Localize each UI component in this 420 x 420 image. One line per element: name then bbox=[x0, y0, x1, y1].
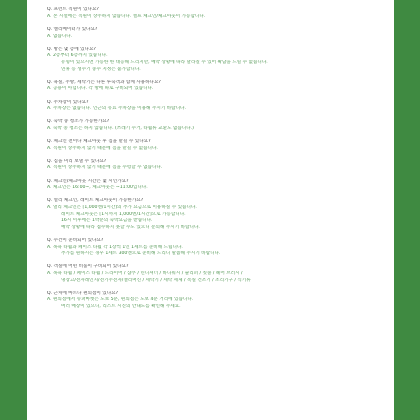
page-frame bbox=[27, 0, 394, 420]
faq-question: Q. 엘리베이터가 있나요? bbox=[47, 26, 98, 32]
faq-question: Q. 프런트 직원이 있나요? bbox=[47, 7, 99, 13]
faq-answer-detail: 유형이 있으시면 가능한 한 대응해 드리지만, 예약 상황에 따라 달라질 수 있어 확답을 드릴 수 없습니다. bbox=[61, 59, 268, 65]
faq-question: Q. 숙박 중 청소가 가능한가요? bbox=[47, 119, 110, 125]
faq-answer: A. 편의점에서 슈퍼마켓은 도보 5분, 편의점은 도보 4분 거리에 있습니다. bbox=[47, 297, 194, 303]
faq-spacer bbox=[47, 1, 387, 8]
faq-spacer bbox=[47, 284, 387, 291]
faq-answer-detail: 레이트 체크아웃은 [1시까지 1,000엔/1시간]으로 가능합니다. bbox=[61, 211, 186, 217]
faq-answer-detail: 연휴 등 성수기 중수 지정은 불가합니다. bbox=[61, 66, 141, 72]
faq-question: Q. 방은 몇 층에 있나요? bbox=[47, 46, 96, 52]
faq-answer: A. 목욕 타월 / 페이스 타월 / 드라이어 / 샴푸 / 린디셔너 / 바디워시 / 슬리퍼 / 칫솔 / 헤어 브러시 / bbox=[47, 270, 243, 276]
faq-answer: A. 2층부터 6층까지 있습니다. bbox=[47, 53, 108, 59]
faq-answer: A. 공용이 아닙니다. 각 방에 따로 구비되어 있습니다. bbox=[47, 86, 154, 92]
faq-question: Q. 짐을 미리 보낼 수 있나요? bbox=[47, 158, 107, 164]
faq-answer-detail: 냉장고/전자레인지/전기주전자/젤리머신 / 세탁기 / 세탁 세제 / 복실 건조기 / 조리기구 / 식기류 bbox=[61, 277, 251, 283]
faq-spacer bbox=[47, 93, 387, 100]
faq-answer: A. 주차장은 없습니다. 인근의 유료 주차장을 이용해 주시기 바랍니다. bbox=[47, 106, 186, 112]
faq-spacer bbox=[47, 192, 387, 199]
faq-list bbox=[47, 0, 387, 311]
faq-spacer bbox=[47, 20, 387, 27]
faq-answer: A. 목욕 타월과 페이스 타월 각 1장씩 1인 1세트를 준비해 드립니다. bbox=[47, 244, 183, 250]
faq-answer: A. 숙박 중 청소는 하지 않습니다. (쓰레기 수거, 타월류 교환도 없습니다.) bbox=[47, 125, 194, 131]
faq-answer: A. 본 시설에는 직원이 상주하지 않습니다. 셀프 체크인/체크아웃이 가능합니다. bbox=[47, 13, 206, 19]
faq-spacer bbox=[47, 40, 387, 47]
faq-question: Q. 체크인/체크아웃 시간은 몇 시인가요? bbox=[47, 178, 129, 184]
faq-question: Q. 체크인 전이나 체크아웃 후 짐을 맡길 수 있나요? bbox=[47, 139, 151, 145]
faq-answer-detail: 16시 이후에는 1박분의 숙박요금을 받습니다. bbox=[61, 218, 153, 224]
faq-answer: A. 체크인은 16:00~, 체크아웃은 ~11:00입니다. bbox=[47, 185, 148, 191]
faq-question: Q. 얼리 체크인, 레이트 체크아웃이 가능한가요? bbox=[47, 198, 144, 204]
faq-answer: A. 직원이 상주하지 않기 때문에 짐을 수령할 수 없습니다. bbox=[47, 165, 163, 171]
faq-answer-detail: 추가를 원하시는 경우 1세트 300엔으로 준비해 드리니 말씀해 주시기 바랍니다. bbox=[61, 251, 221, 257]
faq-spacer bbox=[47, 132, 387, 139]
faq-spacer bbox=[47, 172, 387, 179]
faq-spacer bbox=[47, 73, 387, 80]
faq-spacer bbox=[47, 113, 387, 120]
faq-question: Q. 근처에 마트나 편의점이 있나요? bbox=[47, 290, 119, 296]
faq-answer: A. 얼리 체크인은 [1,000엔/1시간]의 추가 요금으로 이용하실 수 있습니다. bbox=[47, 205, 197, 210]
faq-answer-detail: 여러 매장이 있으니, 리스트 시진의 안내도를 확인해 주세요. bbox=[61, 303, 181, 309]
faq-spacer bbox=[47, 152, 387, 159]
faq-answer-detail: 예약 상황에 따라 접수하지 못할 수도 있으니 문의해 주시기 바랍니다. bbox=[61, 224, 200, 230]
faq-question: Q. 객실에 어떤 비품이 구비되어 있나요? bbox=[47, 264, 129, 270]
faq-question: Q. 욕실, 주방, 세탁기는 다른 투숙객과 함께 사용하나요? bbox=[47, 79, 161, 85]
faq-question: Q. 수건이 준비되어 있나요? bbox=[47, 237, 104, 243]
faq-spacer bbox=[47, 258, 387, 265]
faq-question: Q. 주차장이 있나요? bbox=[47, 99, 89, 105]
faq-answer: A. 없습니다. bbox=[47, 33, 73, 39]
faq-answer: A. 직원이 상주하지 않기 때문에 짐을 맡길 수 없습니다. bbox=[47, 145, 158, 151]
faq-spacer bbox=[47, 231, 387, 238]
